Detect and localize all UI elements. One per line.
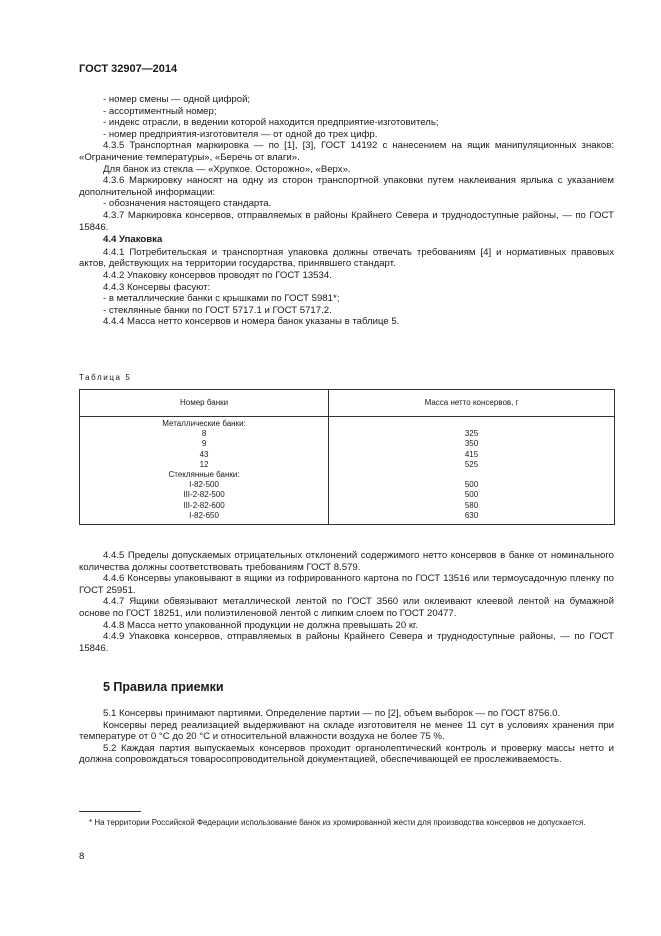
footnote: * На территории Российской Федерации использование банок из хромированной жести для производства консервов не допускается. — [89, 818, 586, 827]
packaging-section-text — [79, 550, 614, 654]
cell-line: Металлические банки: — [162, 419, 246, 428]
cell-line: 630 — [464, 510, 479, 520]
document-header: ГОСТ 32907—2014 — [79, 63, 178, 75]
table-5 — [79, 389, 615, 525]
cell-line: 325 — [464, 429, 479, 439]
cell-line: 525 — [464, 459, 479, 469]
list-item: - номер смены — одной цифрой; — [103, 94, 251, 105]
cell-line: I-82-650 — [189, 510, 219, 520]
paragraph-4-4-5: 4.4.5 Пределы допускаемых отрицательных отклонений содержимого нетто консервов в банке от номинального количества должны соответствовать требованиям ГОСТ 8.579. — [79, 550, 614, 573]
cell-line: 43 — [199, 449, 209, 459]
paragraph-5-1: 5.1 Консервы принимают партиями. Определение партии — по [2], объем выборок — по ГОСТ 8756.0. — [103, 708, 561, 719]
list-item: - стеклянные банки по ГОСТ 5717.1 и ГОСТ 5717.2. — [103, 304, 332, 316]
paragraph-4-4-6: 4.4.6 Консервы упаковывают в ящики из гофрированного картона по ГОСТ 13516 или термоусадочную пленку по ГОСТ 25951. — [79, 573, 614, 596]
cell-line: 500 — [464, 490, 479, 500]
cell-line — [329, 470, 614, 480]
paragraph-glass-jars: Для банок из стекла — «Хрупкое. Осторожно», «Верх». — [103, 163, 351, 175]
cell-line: 12 — [199, 459, 209, 469]
cell-line: III-2-82-500 — [183, 490, 225, 500]
paragraph-4-4-2: 4.4.2 Упаковку консервов проводят по ГОСТ 13534. — [103, 269, 332, 281]
list-item: - ассортиментный номер; — [103, 105, 217, 117]
cell-line: Стеклянные банки: — [168, 470, 240, 480]
marking-section-text — [79, 94, 614, 328]
cell-line: 9 — [201, 439, 207, 449]
table-header-can-number: Номер банки — [80, 390, 329, 417]
list-item: - индекс отрасли, в ведении которой находится предприятие-изготовитель; — [103, 117, 439, 129]
table-cell-net-masses — [329, 417, 615, 525]
page-number: 8 — [79, 851, 85, 862]
table-row — [80, 417, 615, 525]
paragraph-5-2: 5.2 Каждая партия выпускаемых консервов проходит органолептический контроль и проверку массы нетто и должна сопровождаться товаросопроводительной документацией, обеспечивающей ее прослеживаемость. — [79, 742, 614, 766]
paragraph-storage: Консервы перед реализацией выдерживают на складе изготовителя не менее 11 сут в условиях хранения при температуре от 0 °С до 20 °С и относительной влажности воздуха не более 75 %. — [79, 719, 614, 743]
cell-line: 500 — [464, 480, 479, 490]
paragraph-4-4-9: 4.4.9 Упаковка консервов, отправляемых в районы Крайнего Севера и труднодоступные районы, — по ГОСТ 15846. — [79, 631, 614, 654]
paragraph-4-4-3: 4.4.3 Консервы фасуют: — [103, 281, 211, 293]
footnote-divider — [79, 811, 141, 812]
cell-line: 350 — [464, 439, 479, 449]
cell-line — [329, 419, 614, 429]
list-item: - обозначения настоящего стандарта. — [103, 198, 272, 210]
cell-line: I-82-500 — [189, 480, 219, 490]
paragraph-4-4-1: 4.4.1 Потребительская и транспортная упаковка должны отвечать требованиям [4] и нормативных правовых актов, действующих на территории государства, принявшего стандарт. — [79, 246, 614, 270]
cell-line: 415 — [464, 449, 479, 459]
list-item: - номер предприятия-изготовителя — от одной до трех цифр. — [103, 128, 378, 140]
table-header-net-mass: Масса нетто консервов, г — [329, 390, 615, 417]
cell-line: 8 — [201, 429, 207, 439]
list-item: - в металлические банки с крышками по ГОСТ 5981*; — [103, 293, 340, 305]
paragraph-4-3-7: 4.3.7 Маркировка консервов, отправляемых в районы Крайнего Севера и труднодоступные районы, — по ГОСТ 15846. — [79, 209, 614, 233]
paragraph-4-3-5: 4.3.5 Транспортная маркировка — по [1], [3], ГОСТ 14192 с нанесением на ящик манипуляционных знаков: «Ограничение температуры», «Беречь от влаги». — [79, 140, 614, 163]
acceptance-section-text — [79, 708, 614, 766]
table-cell-can-numbers — [80, 417, 329, 525]
cell-line: III-2-82-600 — [183, 500, 225, 510]
paragraph-4-4-8: 4.4.8 Масса нетто упакованной продукции не должна превышать 20 кг. — [103, 619, 419, 631]
paragraph-4-4-7: 4.4.7 Ящики обвязывают металлической лентой по ГОСТ 3560 или оклеивают клеевой лентой на бумажной основе по ГОСТ 18251, или полиэтиленовой лентой с липким слоем по ГОСТ 20477. — [79, 596, 614, 619]
section-heading-4-4: 4.4 Упаковка — [103, 234, 163, 246]
paragraph-4-3-6: 4.3.6 Маркировку наносят на одну из сторон транспортной упаковки путем наклеивания ярлыка с указанием дополнительной информации: — [79, 175, 614, 198]
paragraph-4-4-4: 4.4.4 Масса нетто консервов и номера банок указаны в таблице 5. — [103, 316, 400, 328]
cell-line: 580 — [464, 500, 479, 510]
table-caption: Таблица 5 — [79, 373, 132, 382]
section-heading-5: 5 Правила приемки — [103, 680, 224, 694]
